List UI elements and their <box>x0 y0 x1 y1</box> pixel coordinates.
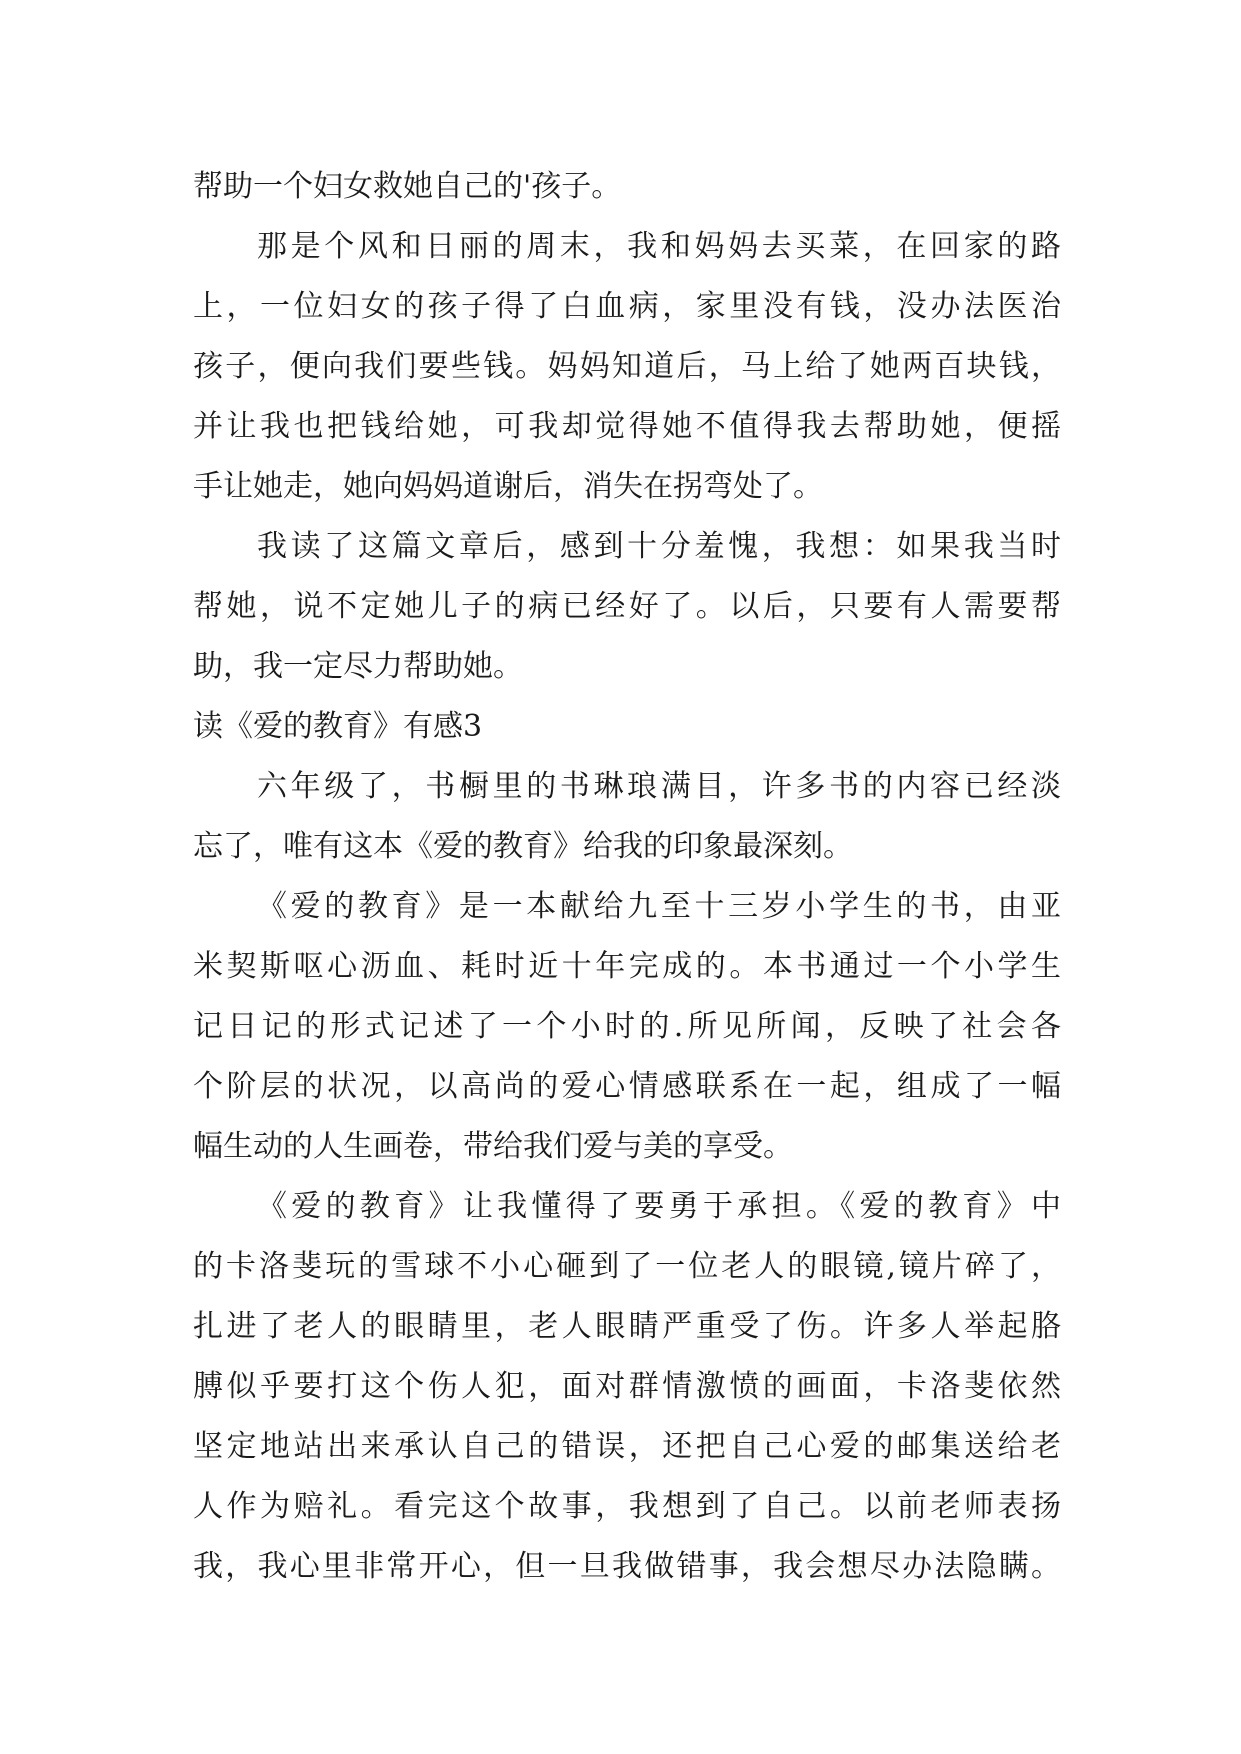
paragraph-line: 人作为赔礼。看完这个故事，我想到了自己。以前老师表扬 <box>193 1489 1061 1524</box>
paragraph-line: 我，我心里非常开心，但一旦我做错事，我会想尽办法隐瞒。 <box>193 1549 1061 1584</box>
paragraph-line: 的卡洛斐玩的雪球不小心砸到了一位老人的眼镜,镜片碎了， <box>193 1249 1061 1284</box>
paragraph-line: 膊似乎要打这个伤人犯，面对群情激愤的画面，卡洛斐依然 <box>193 1369 1061 1404</box>
paragraph-line: 帮助一个妇女救她自己的'孩子。 <box>193 169 622 204</box>
paragraph-line: 帮她，说不定她儿子的病已经好了。以后，只要有人需要帮 <box>193 589 1061 624</box>
paragraph-line: 米契斯呕心沥血、耗时近十年完成的。本书通过一个小学生 <box>193 949 1061 984</box>
paragraph-first-line: 我读了这篇文章后，感到十分羞愧，我想：如果我当时 <box>257 529 1061 564</box>
paragraph-last-line: 助，我一定尽力帮助她。 <box>193 649 523 684</box>
paragraph-line: 并让我也把钱给她，可我却觉得她不值得我去帮助她，便摇 <box>193 409 1061 444</box>
paragraph-first-line: 六年级了，书橱里的书琳琅满目，许多书的内容已经淡 <box>257 769 1061 804</box>
paragraph-last-line: 手让她走，她向妈妈道谢后，消失在拐弯处了。 <box>193 469 823 504</box>
paragraph-line: 坚定地站出来承认自己的错误，还把自己心爱的邮集送给老 <box>193 1429 1061 1464</box>
paragraph-line: 个阶层的状况，以高尚的爱心情感联系在一起，组成了一幅 <box>193 1069 1061 1104</box>
paragraph-last-line: 幅生动的人生画卷，带给我们爱与美的享受。 <box>193 1129 793 1164</box>
paragraph-line: 孩子，便向我们要些钱。妈妈知道后，马上给了她两百块钱， <box>193 349 1061 384</box>
paragraph-first-line: 《爱的教育》是一本献给九至十三岁小学生的书，由亚 <box>257 889 1061 924</box>
paragraph-line: 记日记的形式记述了一个小时的.所见所闻，反映了社会各 <box>193 1009 1061 1044</box>
paragraph-line: 上，一位妇女的孩子得了白血病，家里没有钱，没办法医治 <box>193 289 1061 324</box>
section-heading: 读《爱的教育》有感3 <box>193 709 483 744</box>
paragraph-line: 扎进了老人的眼睛里，老人眼睛严重受了伤。许多人举起胳 <box>193 1309 1061 1344</box>
paragraph-first-line: 那是个风和日丽的周末，我和妈妈去买菜，在回家的路 <box>257 229 1061 264</box>
paragraph-last-line: 忘了，唯有这本《爱的教育》给我的印象最深刻。 <box>193 829 853 864</box>
document-body <box>193 157 1061 1597</box>
paragraph-first-line: 《爱的教育》让我懂得了要勇于承担。《爱的教育》中 <box>257 1189 1061 1224</box>
